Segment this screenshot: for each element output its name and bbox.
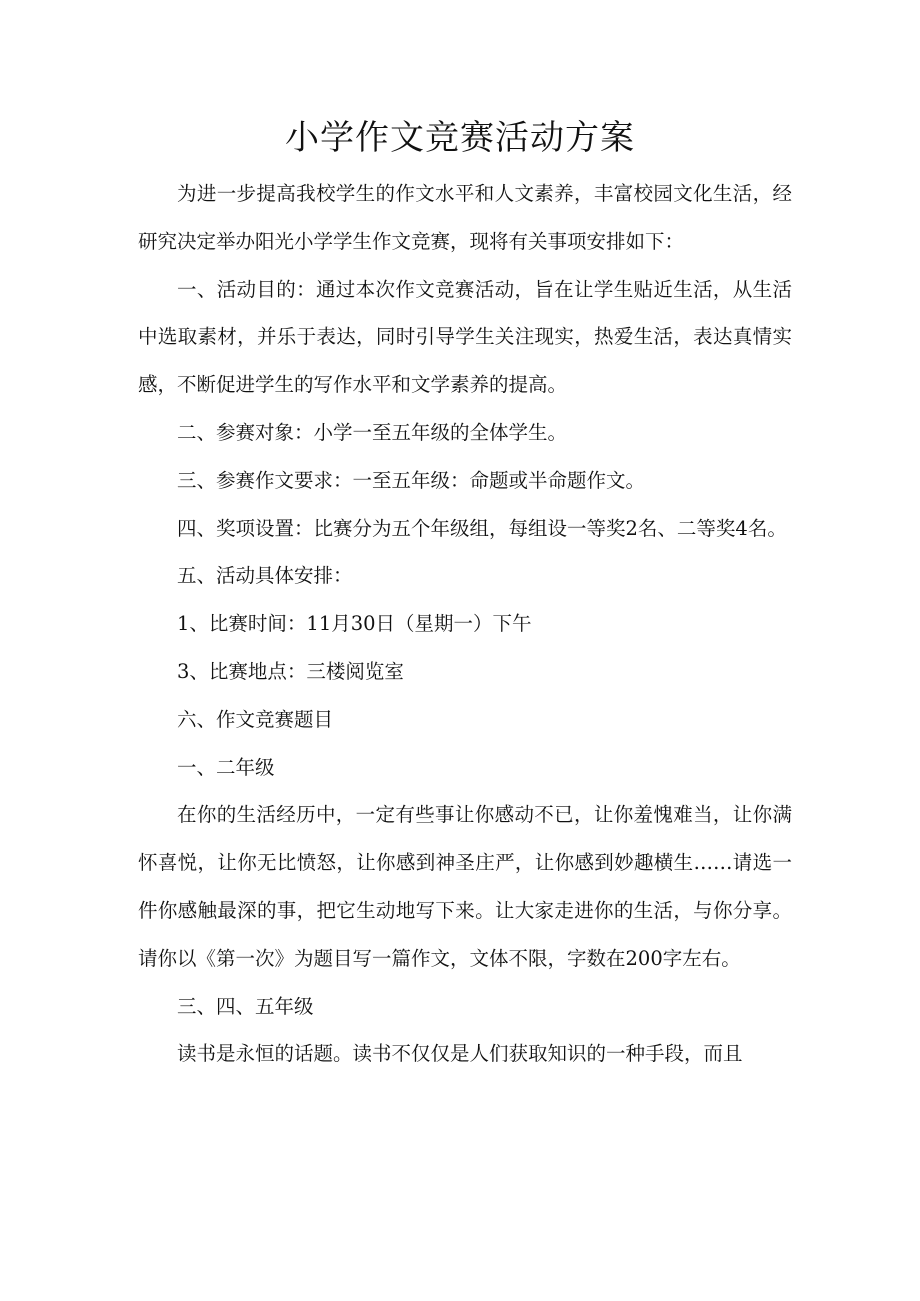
schedule-location: 3、比赛地点：三楼阅览室 bbox=[177, 659, 404, 683]
section-awards: 四、奖项设置：比赛分为五个年级组，每组设一等奖2名、二等奖4名。 bbox=[177, 516, 787, 540]
section-topics: 六、作文竞赛题目 bbox=[177, 707, 334, 731]
intro-paragraph: 为进一步提高我校学生的作文水平和人文素养，丰富校园文化生活，经研究决定举办阳光小学学生作文竞赛，现将有关事项安排如下： bbox=[138, 182, 792, 253]
section-schedule: 五、活动具体安排： bbox=[177, 564, 353, 588]
document-body bbox=[138, 170, 792, 1078]
section-requirements: 三、参赛作文要求：一至五年级：命题或半命题作文。 bbox=[177, 468, 646, 492]
grade-3-5-topic: 读书是永恒的话题。读书不仅仅是人们获取知识的一种手段，而且 bbox=[177, 1042, 743, 1066]
grade-1-2-topic: 在你的生活经历中，一定有些事让你感动不已，让你羞愧难当，让你满怀喜悦，让你无比愤怒，让你感到神圣庄严，让你感到妙趣横生……请选一件你感触最深的事，把它生动地写下来。让大家走进你的生活，与你分享。请你以《第一次》为题目写一篇作文，文体不限，字数在200字左右。 bbox=[138, 803, 792, 970]
section-participants: 二、参赛对象：小学一至五年级的全体学生。 bbox=[177, 420, 568, 444]
section-purpose: 一、活动目的：通过本次作文竞赛活动，旨在让学生贴近生活，从生活中选取素材，并乐于表达，同时引导学生关注现实，热爱生活，表达真情实感，不断促进学生的写作水平和文学素养的提高。 bbox=[138, 277, 792, 397]
grade-3-5-heading: 三、四、五年级 bbox=[177, 994, 314, 1018]
grade-1-2-heading: 一、二年级 bbox=[177, 755, 275, 779]
document-title: 小学作文竞赛活动方案 bbox=[285, 118, 635, 158]
schedule-time: 1、比赛时间：11月30日（星期一）下午 bbox=[177, 612, 532, 636]
